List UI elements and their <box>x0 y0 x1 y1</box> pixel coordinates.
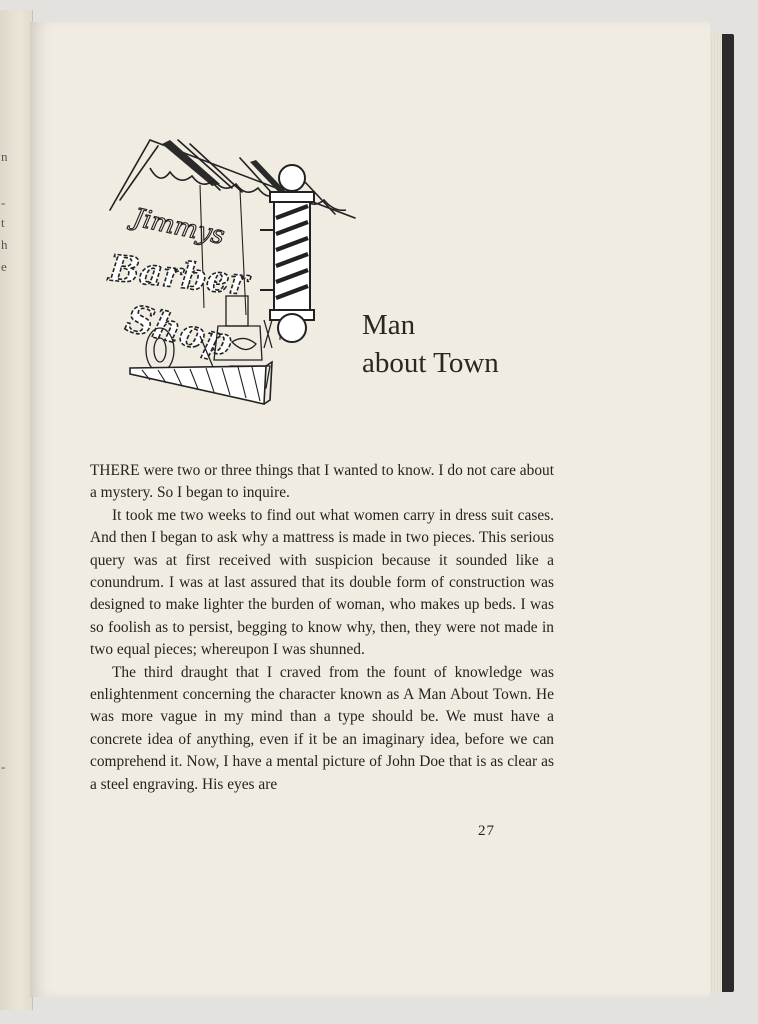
paragraph: THERE were two or three things that I wanted to know. I do not care about a mystery. So I began to inquire. <box>90 462 554 502</box>
sign-word: Jimmys <box>130 202 228 251</box>
facing-page-fragment: - <box>1 195 6 210</box>
chapter-title <box>362 306 499 382</box>
paragraph: The third draught that I craved from the fount of knowledge was enlightenment concerning the character known as A Man About Town. He was more vague in my mind than a type should be. We must have a concrete idea of anything, even if it be an imaginary idea, before we can comprehend it. Now, I have a mental picture of John Doe that is as clear as a steel engraving. His eyes are <box>90 663 554 793</box>
facing-page-fragment: t <box>1 215 5 230</box>
chapter-title-line: Man <box>362 309 416 341</box>
paragraph: It took me two weeks to find out what women carry in dress suit cases. And then I began to ask why a mattress is made in two pieces. This serious query was at first received with suspicion because it sounded like a conundrum. I was at last assured that its double form of construction was designed to make lighter the burden of woman, who makes up beds. I was so foolish as to persist, begging to know why, then, they were not made in two equal pieces; whereupon I was shunned. <box>90 506 554 659</box>
barber-shop-illustration <box>100 130 360 410</box>
facing-page-fragment: e <box>1 259 7 274</box>
facing-page-edge <box>0 10 33 1010</box>
sign-word: Barber <box>107 247 251 304</box>
page-number: 27 <box>478 823 495 839</box>
chapter-title-line: about Town <box>362 347 499 379</box>
facing-page-fragment: n <box>1 149 8 164</box>
chapter-body <box>90 460 554 796</box>
facing-page-fragment: h <box>1 237 8 252</box>
sign-word: Shop <box>121 295 237 365</box>
book-cover-edge <box>722 34 734 992</box>
facing-page-fragment: - <box>1 759 6 774</box>
